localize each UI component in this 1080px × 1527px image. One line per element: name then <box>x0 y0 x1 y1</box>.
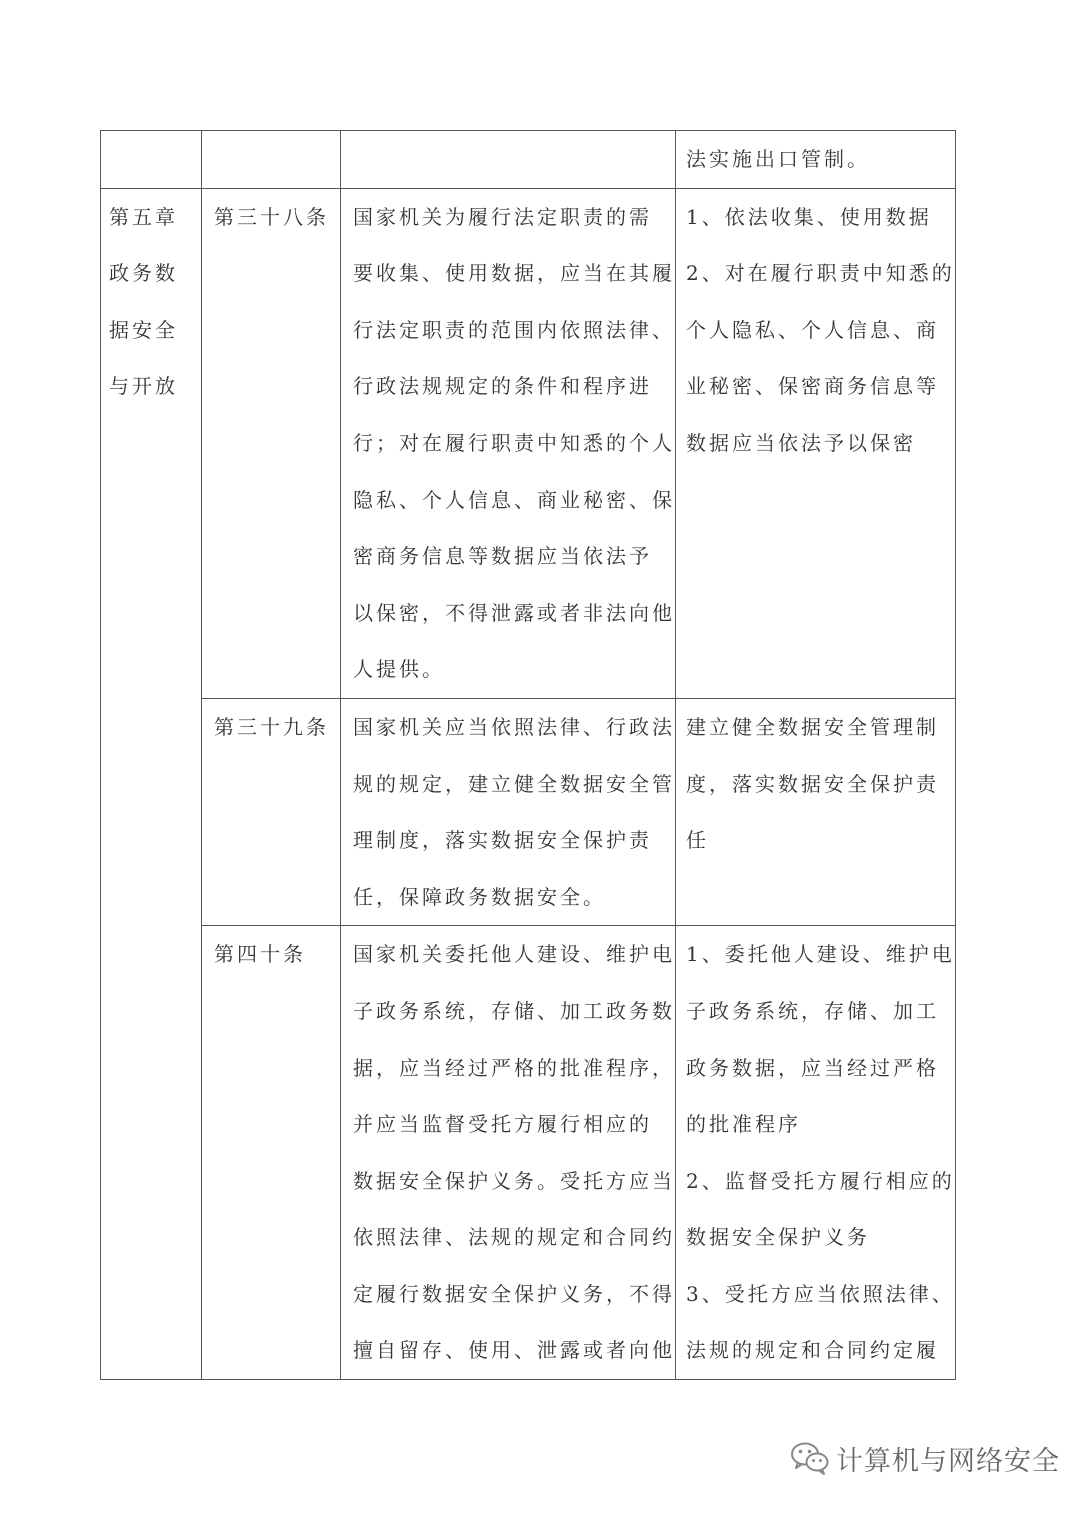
provision-line: 行政法规规定的条件和程序进 <box>353 374 652 399</box>
requirement-line: 子政务系统，存储、加工 <box>686 998 939 1023</box>
provision-cell <box>341 926 676 1380</box>
chapter-cell <box>101 188 202 1380</box>
article-cell <box>202 188 341 698</box>
provision-line: 据，应当经过严格的批准程序， <box>353 1055 675 1080</box>
requirement-line: 度，落实数据安全保护责 <box>686 771 939 796</box>
chapter-line: 政务数 <box>109 261 178 286</box>
requirement-line: 1、委托他人建设、维护电 <box>686 942 955 967</box>
article-line: 第三十八条 <box>214 204 329 229</box>
requirement-line: 政务数据，应当经过严格 <box>686 1055 939 1080</box>
requirement-cell <box>676 698 956 925</box>
requirement-line: 业秘密、保密商务信息等 <box>686 374 939 399</box>
chapter-line: 第五章 <box>109 204 178 229</box>
requirement-line: 建立健全数据安全管理制 <box>686 714 939 739</box>
provision-line: 规的规定，建立健全数据安全管 <box>353 771 675 796</box>
chapter-line: 与开放 <box>109 374 178 399</box>
provision-line: 定履行数据安全保护义务，不得 <box>353 1281 675 1306</box>
article-line: 第三十九条 <box>214 714 329 739</box>
chapter-cell <box>101 131 202 189</box>
requirement-line: 的批准程序 <box>686 1112 801 1137</box>
provision-cell <box>341 188 676 698</box>
provision-line: 密商务信息等数据应当依法予 <box>353 544 652 569</box>
requirement-cell <box>676 926 956 1380</box>
requirement-line: 个人隐私、个人信息、商 <box>686 317 939 342</box>
requirement-line: 任 <box>686 828 709 853</box>
provision-cell <box>341 698 676 925</box>
provision-line: 行；对在履行职责中知悉的个人 <box>353 430 675 455</box>
provision-line: 理制度，落实数据安全保护责 <box>353 828 652 853</box>
provision-line: 行法定职责的范围内依照法律、 <box>353 317 675 342</box>
requirement-line: 法实施出口管制。 <box>686 147 870 171</box>
table-row <box>101 926 956 1380</box>
provision-line: 人提供。 <box>353 657 445 682</box>
provision-line: 任，保障政务数据安全。 <box>353 884 606 909</box>
article-cell <box>202 698 341 925</box>
provision-cell <box>341 131 676 189</box>
provision-line: 依照法律、法规的规定和合同约 <box>353 1225 675 1250</box>
requirement-line: 数据安全保护义务 <box>686 1225 870 1250</box>
watermark-text: 计算机与网络安全 <box>836 1445 1060 1477</box>
article-cell <box>202 926 341 1380</box>
provision-line: 数据安全保护义务。受托方应当 <box>353 1168 675 1193</box>
table-row <box>101 698 956 925</box>
chapter-line: 据安全 <box>109 317 178 342</box>
table-row <box>101 131 956 189</box>
provision-line: 国家机关委托他人建设、维护电 <box>353 942 675 967</box>
requirement-line: 2、监督受托方履行相应的 <box>686 1168 955 1193</box>
provision-line: 要收集、使用数据，应当在其履 <box>353 261 675 286</box>
article-cell <box>202 131 341 189</box>
table-body <box>101 131 956 1380</box>
requirement-cell <box>676 188 956 698</box>
provision-line: 国家机关为履行法定职责的需 <box>353 204 652 229</box>
requirement-line: 法规的规定和合同约定履 <box>686 1338 939 1363</box>
watermark <box>790 1438 1060 1478</box>
wechat-icon <box>790 1440 830 1476</box>
table-row <box>101 188 956 698</box>
requirement-line: 1、依法收集、使用数据 <box>686 204 932 229</box>
provision-line: 并应当监督受托方履行相应的 <box>353 1112 652 1137</box>
requirement-line: 2、对在履行职责中知悉的 <box>686 261 955 286</box>
article-line: 第四十条 <box>214 942 306 967</box>
provision-line: 擅自留存、使用、泄露或者向他 <box>353 1338 675 1363</box>
provision-line: 以保密，不得泄露或者非法向他 <box>353 600 675 625</box>
requirement-cell <box>676 131 956 189</box>
regulation-table <box>100 130 956 1380</box>
provision-line: 子政务系统，存储、加工政务数 <box>353 998 675 1023</box>
provision-line: 国家机关应当依照法律、行政法 <box>353 714 675 739</box>
requirement-line: 3、受托方应当依照法律、 <box>686 1281 955 1306</box>
requirement-line: 数据应当依法予以保密 <box>686 430 916 455</box>
provision-line: 隐私、个人信息、商业秘密、保 <box>353 487 675 512</box>
